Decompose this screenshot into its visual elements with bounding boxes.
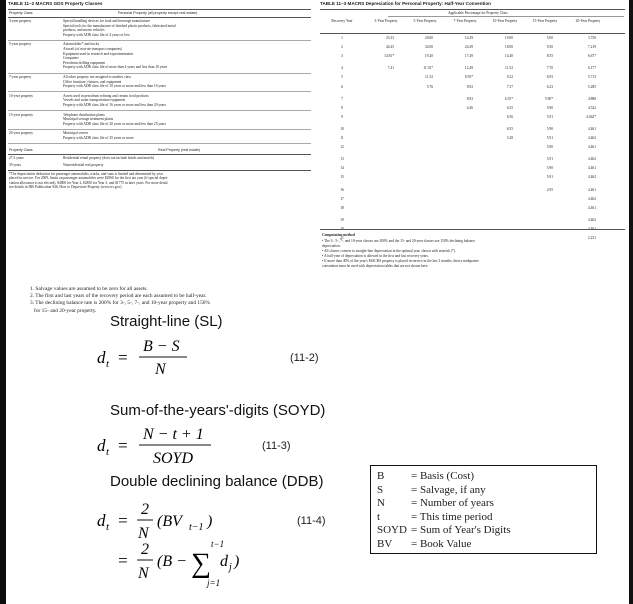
recovery-year-cell: 3 [341, 54, 343, 59]
percentage-cell: 5.91 [546, 114, 553, 119]
svg-text:t: t [106, 521, 110, 533]
svg-text:t: t [106, 358, 110, 370]
percentage-cell: 17.49 [464, 54, 473, 59]
legend-row [377, 484, 486, 496]
svg-text:N: N [138, 525, 149, 542]
column-header: 10-Year Property [492, 19, 518, 23]
footnote-line: *The depreciation deduction for passenger automobiles, trucks, and vans is limited and determined by year [9, 171, 163, 176]
recovery-year-cell: 18 [340, 205, 344, 210]
note-line: 2. The first and last years of the recovery period are each assumed to be half-year. [30, 293, 207, 300]
legend-symbol: BV [377, 537, 393, 550]
svg-text:t−1: t−1 [189, 522, 204, 533]
svg-text:j: j [229, 562, 232, 573]
property-description-line: Special handling devices for food and beverage manufacture [63, 19, 151, 23]
percentage-cell: 4.461 [587, 205, 596, 210]
svg-text:d: d [97, 348, 106, 367]
percentage-cell: 4.462* [586, 114, 596, 119]
recovery-year-cell: 13 [340, 157, 344, 162]
percentage-cell: 5.91 [546, 157, 553, 162]
property-class-label: 20-year property [9, 131, 34, 136]
sl-title: Straight-line (SL) [110, 313, 223, 330]
property-class-label: 7-year property [9, 75, 32, 79]
computation-title: Computation method [322, 233, 355, 237]
svg-text:=: = [117, 436, 129, 455]
percentage-cell: 10.00 [504, 36, 513, 40]
sl-formula [95, 336, 225, 378]
footnote-line: see details in IRS Publication 946, How to Depreciate Property (www.irs.gov). [9, 185, 123, 190]
super-header: Applicable Percentage for Property Class [448, 11, 508, 15]
sl-eq-number: (11-2) [290, 352, 319, 364]
note-line: 3. The declining balance rate is 200% for 3-, 5-, 7-, and 10-year property and 150% [30, 300, 210, 307]
percentage-cell: 11.52* [423, 66, 433, 71]
svg-text:=: = [117, 348, 129, 367]
percentage-cell: 6.55 [506, 126, 513, 131]
soyd-eq-number: (11-3) [262, 440, 291, 452]
percentage-cell: 5.90 [546, 166, 553, 171]
percentage-cell: 5.91 [546, 175, 553, 180]
percentage-cell: 8.93 [466, 96, 473, 101]
soyd-formula [95, 423, 245, 471]
percentage-cell: 5.90 [546, 126, 553, 131]
legend-meaning: = Basis (Cost) [411, 470, 475, 482]
property-description-line: Equipment used in research and experimentation [63, 51, 134, 56]
svg-text:2: 2 [141, 541, 149, 558]
svg-text:∑: ∑ [191, 548, 211, 579]
percentage-cell: 12.49 [464, 66, 473, 71]
percentage-cell: 5.713 [587, 75, 596, 80]
percentage-cell: 18.00 [504, 45, 513, 50]
percentage-cell: 3.28 [506, 136, 513, 140]
percentage-cell: 9.50 [546, 45, 553, 50]
soyd-title: Sum-of-the-years'-digits (SOYD) [110, 402, 326, 419]
computation-line: • The 3-, 5-, 7-, and 10-year classes use 200% and the 15- and 20-year classes use 150% declining balance [322, 239, 475, 243]
property-description-line: products, and motor vehicles [63, 28, 105, 33]
real-class-label: 39 years [9, 162, 22, 167]
percentage-cell: 5.90* [544, 96, 553, 101]
property-description-line: Special tools for the manufacture of finished plastic products, fabricated metal [63, 23, 176, 28]
col-personal-property: Personal Property (all property except real estate) [118, 11, 198, 15]
right-dark-border [629, 0, 633, 604]
percentage-cell: 19.20 [424, 54, 433, 59]
percentage-cell: 6.93 [546, 75, 553, 80]
ddb-formula-svg [95, 492, 285, 590]
recovery-year-cell: 6 [341, 84, 343, 89]
percentage-cell: 7.37 [506, 84, 513, 89]
footnote-line: placed in service. For 2009, limits on passenger automobiles were $2960 for the first tax year (if special depre- [9, 176, 169, 181]
recovery-year-cell: 14 [340, 166, 344, 171]
property-description-line: Automobiles* and trucks [63, 42, 100, 47]
svg-text:N − t + 1: N − t + 1 [143, 426, 204, 443]
column-header: 3-Year Property [374, 19, 398, 23]
svg-text:(BV: (BV [157, 513, 182, 530]
svg-text:N: N [155, 361, 166, 378]
computation-line: convention must be used with depreciation tables that are not shown here. [322, 264, 429, 268]
recovery-year-cell: 16 [340, 187, 344, 192]
row-divider [8, 73, 311, 74]
property-description-line: All other property not assigned to another class [63, 75, 131, 79]
legend-symbol: N [377, 497, 385, 509]
recovery-year-cell: 15 [340, 175, 344, 180]
svg-text:d: d [97, 436, 106, 455]
legend-meaning: = Book Value [411, 537, 472, 550]
svg-text:j=1: j=1 [207, 578, 221, 588]
property-description-line: Office furniture, fixtures, and equipment [63, 79, 122, 84]
percentage-cell: 4.461 [587, 166, 596, 171]
property-description-line: Property with ADR class life of 25 years or more [63, 136, 134, 140]
column-header: 20-Year Property [575, 19, 601, 23]
percentage-cell: 14.40 [504, 54, 513, 59]
legend-meaning: = This time period [411, 510, 493, 523]
sl-formula-svg [95, 336, 225, 378]
variable-legend [370, 465, 597, 554]
property-class-label: 15-year property [9, 112, 34, 117]
left-dark-border [0, 0, 6, 604]
property-description-line: Property with ADR class life of 20 years or more and less than 25 years [63, 121, 166, 126]
real-class-desc: Nonresidential real property [63, 162, 104, 167]
percentage-cell: 8.92 [466, 84, 473, 89]
svg-text:=: = [117, 551, 129, 570]
computation-line: • A half-year of depreciation is allowed in the first and last recovery years. [322, 254, 429, 258]
svg-text:SOYD: SOYD [153, 450, 194, 467]
svg-text:=: = [117, 511, 129, 530]
percentage-cell: 3.750 [587, 36, 596, 40]
svg-text:2: 2 [141, 501, 149, 518]
property-class-label: 5-year property [9, 42, 32, 47]
percentage-cell: 11.52 [425, 75, 433, 80]
row-divider [8, 91, 311, 92]
computation-line: • If more than 40% of the year's MACRS property is placed in service in the last 3 months, then a midquarter [322, 259, 479, 263]
row-divider [8, 143, 311, 144]
percentage-cell: 24.49 [464, 45, 473, 50]
percentage-cell: 7.219 [587, 45, 596, 50]
percentage-cell: 6.23 [546, 84, 553, 89]
percentage-cell: 6.177 [587, 66, 596, 71]
svg-text:N: N [138, 565, 149, 582]
percentage-cell: 4.462 [587, 196, 596, 201]
table-11-3 [320, 2, 626, 270]
percentage-cell: 4.462 [587, 157, 596, 162]
percentage-cell: 4.461 [587, 126, 596, 131]
table-11-2-title: TABLE 11–2 MACRS GDS Property Classes [8, 1, 103, 6]
ddb-eq-number: (11-4) [297, 515, 326, 527]
recovery-year-cell: 4 [341, 66, 343, 71]
legend-symbol: B [377, 470, 385, 482]
recovery-year-cell: 10 [340, 126, 344, 131]
percentage-cell: 5.00 [546, 36, 553, 40]
recovery-year-cell: 7 [341, 96, 343, 101]
svg-text:t: t [106, 446, 110, 458]
legend-symbol: SOYD [377, 524, 407, 536]
percentage-cell: 32.00 [424, 45, 433, 50]
property-description-line: Property with ADR class life of more than 4 years and less than 10 years [63, 65, 168, 70]
percentage-cell: 44.45 [385, 45, 394, 50]
percentage-cell: 6.55 [506, 105, 513, 110]
column-header: 15-Year Property [532, 19, 558, 23]
percentage-cell: 8.55 [546, 54, 553, 59]
percentage-cell: 4.522 [587, 105, 596, 110]
real-footer-rule [8, 170, 311, 171]
recovery-year-cell: 19 [340, 217, 344, 222]
svg-text:B − S: B − S [143, 338, 180, 355]
property-description-line: Municipal sewers [63, 131, 89, 136]
footnote-line: ciation allowance is not elected), $4800 for Year 2, $2850 for Year 3, and $1775 in later years. For more detail, [9, 180, 169, 185]
property-description-line: Assets used in petroleum refining and certain food products [63, 93, 149, 98]
property-class-label: 10-year property [9, 93, 34, 98]
property-description-line: Municipal sewage treatment plants [63, 117, 114, 122]
percentage-cell: 6.55* [504, 96, 513, 101]
svg-text:): ) [207, 513, 213, 530]
row-divider [8, 129, 311, 130]
legend-symbol: S [377, 483, 384, 496]
recovery-year-cell: 21 [340, 236, 344, 240]
percentage-cell: 2.231 [587, 236, 596, 240]
row-divider [8, 110, 311, 111]
percentage-cell: 6.56 [506, 114, 513, 119]
recovery-year-cell: 2 [341, 45, 343, 50]
percentage-cell: 4.462 [587, 175, 596, 180]
legend-row [377, 524, 511, 536]
row-divider [8, 40, 311, 41]
percentage-cell: 7.70 [546, 66, 553, 71]
real-class-desc: Residential rental property (does not include hotels and motels) [63, 155, 155, 160]
svg-text:d: d [97, 511, 106, 530]
recovery-year-cell: 20 [340, 226, 344, 231]
property-description-line: Property with ADR class life of 16 years or more and less than 20 years [63, 103, 166, 107]
svg-text:): ) [234, 553, 240, 570]
percentage-cell: 5.90 [546, 145, 553, 150]
real-col-desc: Real Property (real estate) [158, 147, 201, 152]
legend-row [377, 470, 474, 482]
percentage-cell: 5.91 [546, 136, 553, 140]
column-header: Recovery Year [331, 19, 353, 23]
recovery-year-cell: 5 [341, 75, 343, 80]
svg-text:(B −: (B − [157, 553, 187, 570]
legend-row [377, 497, 494, 509]
percentage-cell: 11.52 [505, 66, 513, 71]
percentage-cell: 5.90 [546, 105, 553, 110]
recovery-year-cell: 8 [341, 105, 343, 110]
property-description-line: Computers [63, 56, 79, 61]
legend-row [377, 538, 471, 550]
legend-meaning: = Salvage, if any [411, 483, 486, 496]
property-description-line: Telephone distribution plants [63, 112, 105, 117]
legend-meaning: = Sum of Year's Digits [411, 524, 511, 536]
computation-line: depreciation. [322, 244, 341, 248]
percentage-cell: 5.76 [426, 84, 433, 89]
recovery-year-cell: 12 [340, 145, 344, 150]
property-description-line: Property with ADR class life of 4 years or less [63, 32, 130, 37]
legend-symbol: t [377, 510, 381, 523]
note-line: for 15- and 20-year property. [30, 307, 97, 314]
percentage-cell: 5.285 [587, 84, 596, 89]
percentage-cell: 4.461 [587, 226, 596, 231]
real-header-rule [8, 154, 311, 155]
percentage-cell: 4.888 [587, 96, 596, 101]
property-description-line: Vessels and water transportation equipment [63, 98, 126, 103]
percentage-cell: 8.93* [464, 75, 473, 80]
col-property-class: Property Class [9, 11, 33, 15]
recovery-year-cell: 1 [341, 36, 343, 40]
recovery-year-cell: 11 [340, 136, 344, 140]
property-description-line: Petroleum drilling equipment [63, 60, 106, 65]
computation-line: • All classes convert to straight-line depreciation in the optimal year, shown with asterisk (*). [322, 249, 456, 253]
recovery-year-cell: 9 [341, 114, 343, 119]
column-header: 5-Year Property [413, 19, 437, 23]
percentage-cell: 6.677 [587, 54, 596, 59]
table-11-3-title: TABLE 11–3 MACRS Depreciation for Personal Property: Half-Year Convention [320, 1, 491, 6]
legend-row [377, 511, 492, 523]
property-description-line: Property with ADR class life of 10 years or more and less than 16 years [63, 84, 166, 89]
percentage-cell: 4.461 [587, 145, 596, 150]
soyd-formula-svg [95, 423, 245, 471]
percentage-cell: 20.00 [424, 36, 433, 40]
percentage-cell: 4.46 [466, 105, 473, 110]
percentage-cell: 9.22 [506, 75, 513, 80]
ddb-formula [95, 492, 285, 590]
percentage-cell: 4.461 [587, 187, 596, 192]
real-class-label: 27.5 years [9, 155, 24, 160]
property-class-label: 3-year property [9, 19, 32, 23]
ddb-title: Double declining balance (DDB) [110, 473, 324, 490]
percentage-cell: 2.95 [546, 187, 553, 192]
svg-text:d: d [220, 553, 228, 570]
table-11-2 [8, 2, 313, 272]
legend-meaning: = Number of years [411, 497, 494, 509]
svg-text:t−1: t−1 [211, 539, 225, 549]
percentage-cell: 14.81* [384, 54, 394, 59]
percentage-cell: 14.29 [464, 36, 473, 40]
percentage-cell: 7.41 [387, 66, 394, 71]
percentage-cell: 33.33 [385, 36, 394, 40]
percentage-cell: 4.462 [587, 217, 596, 222]
percentage-cell: 4.462 [587, 136, 596, 140]
note-line: 1. Salvage values are assumed to be zero for all assets. [30, 286, 148, 292]
column-header: 7-Year Property [453, 19, 477, 23]
recovery-year-cell: 17 [340, 196, 344, 201]
real-col-class: Property Class [9, 147, 33, 152]
property-description-line: Aircraft (of non-air-transport companies) [63, 47, 123, 51]
